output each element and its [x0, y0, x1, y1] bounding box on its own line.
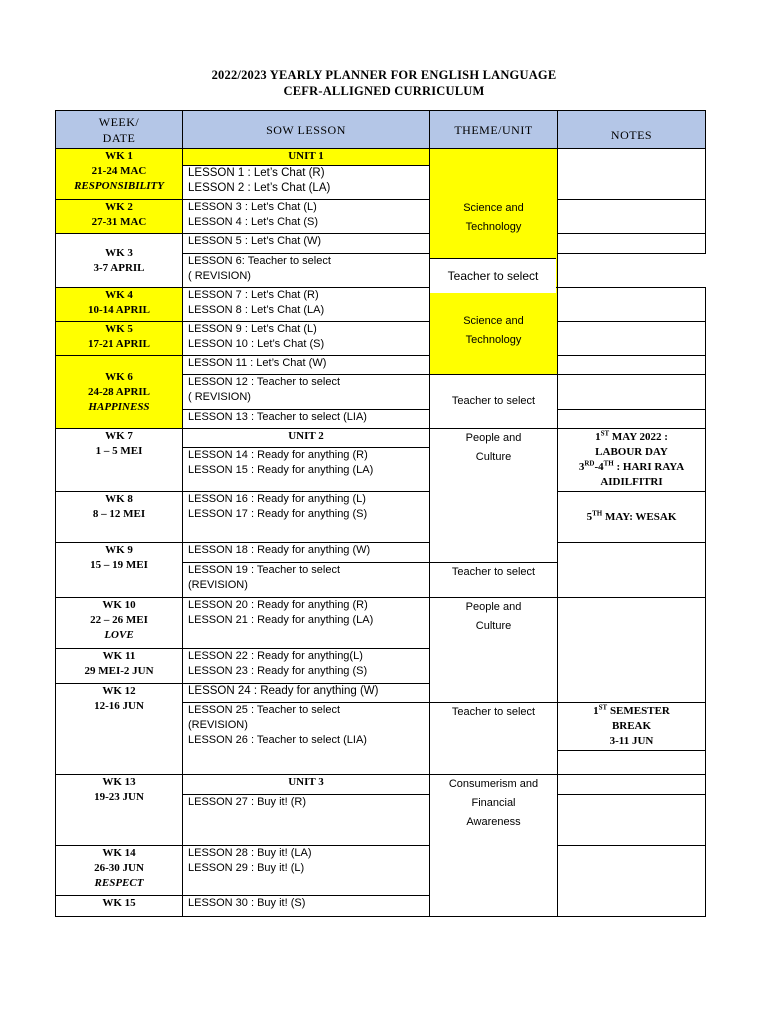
notes-cell: [558, 543, 706, 598]
lesson-cell: LESSON 16 : Ready for anything (L) LESSON 17 : Ready for anything (S): [183, 492, 430, 543]
notes-cell: [558, 795, 706, 846]
lesson-cell: LESSON 7 : Let’s Chat (R) LESSON 8 : Let’s Chat (LA): [183, 288, 430, 322]
week-cell: WK 3 3-7 APRIL: [56, 234, 183, 288]
notes-cell: [558, 775, 706, 795]
week-cell: WK 4 10-14 APRIL: [56, 288, 183, 322]
header-notes: NOTES: [558, 111, 706, 149]
week-cell: WK 1 21-24 MAC RESPONSIBILITY: [56, 149, 183, 200]
lesson-cell: LESSON 28 : Buy it! (LA) LESSON 29 : Buy it! (L): [183, 846, 430, 896]
table-row: [56, 543, 706, 563]
lesson-cell: LESSON 5 : Let’s Chat (W): [183, 234, 430, 254]
week-cell: WK 14 26-30 JUN RESPECT: [56, 846, 183, 896]
notes-cell: [558, 410, 706, 429]
week-cell: WK 11 29 MEI-2 JUN: [56, 649, 183, 684]
lesson-cell: LESSON 11 : Let’s Chat (W): [183, 356, 430, 375]
lesson-cell: LESSON 24 : Ready for anything (W): [183, 684, 430, 703]
theme-cell: Teacher to select: [430, 703, 558, 775]
notes-cell: [558, 149, 706, 200]
week-cell: WK 6 24-28 APRIL HAPPINESS: [56, 356, 183, 429]
table-row: [56, 598, 706, 649]
table-row: [56, 775, 706, 795]
header-week-date: WEEK/ DATE: [56, 111, 183, 149]
week-cell: WK 5 17-21 APRIL: [56, 322, 183, 356]
table-row: [56, 356, 706, 375]
semester-break-note: 1ST SEMESTER BREAK 3-11 JUN: [558, 704, 705, 751]
notes-cell: [558, 288, 706, 322]
lesson-cell: LESSON 18 : Ready for anything (W): [183, 543, 430, 563]
notes-cell: [558, 598, 706, 703]
notes-cell: 5TH MAY: WESAK: [558, 492, 706, 543]
lesson-cell: LESSON 22 : Ready for anything(L) LESSON 23 : Ready for anything (S): [183, 649, 430, 684]
lesson-cell: LESSON 20 : Ready for anything (R) LESSON 21 : Ready for anything (LA): [183, 598, 430, 649]
lesson-cell: LESSON 30 : Buy it! (S): [183, 896, 430, 917]
week-cell: WK 2 27-31 MAC: [56, 200, 183, 234]
page-subtitle: CEFR-ALLIGNED CURRICULUM: [283, 84, 485, 98]
theme-cell-overlay: Teacher to select: [430, 258, 556, 293]
lesson-cell: LESSON 6: Teacher to select ( REVISION): [183, 254, 430, 288]
lesson-cell: LESSON 19 : Teacher to select (REVISION): [183, 563, 430, 598]
lesson-cell: LESSON 9 : Let’s Chat (L) LESSON 10 : Let’s Chat (S): [183, 322, 430, 356]
lesson-cell: LESSON 1 : Let’s Chat (R) LESSON 2 : Let’s Chat (LA): [183, 166, 430, 200]
unit-label: UNIT 3: [183, 775, 430, 795]
unit-label: UNIT 2: [183, 429, 430, 448]
table-row: [56, 234, 706, 254]
unit-label: UNIT 1: [183, 149, 430, 166]
lesson-cell: LESSON 13 : Teacher to select (LIA): [183, 410, 430, 429]
notes-cell: [558, 375, 706, 410]
notes-cell: 1ST MAY 2022 : LABOUR DAY 3RD-4TH : HARI RAYA AIDILFITRI: [558, 429, 706, 492]
week-cell: WK 7 1 – 5 MEI: [56, 429, 183, 492]
theme-cell: People and Culture: [430, 429, 558, 563]
theme-cell: Science and Technology: [430, 149, 558, 288]
theme-cell: Science and Technology: [430, 288, 558, 375]
week-cell: WK 10 22 – 26 MEI LOVE: [56, 598, 183, 649]
theme-cell: Teacher to select: [430, 375, 558, 429]
notes-cell: [558, 234, 706, 254]
week-cell: WK 13 19-23 JUN: [56, 775, 183, 846]
table-row: [56, 322, 706, 356]
theme-cell: People and Culture: [430, 598, 558, 703]
header-theme-unit: THEME/UNIT: [430, 111, 558, 149]
table-row: [56, 200, 706, 234]
table-row: [56, 846, 706, 896]
notes-cell: [558, 200, 706, 234]
notes-cell: [558, 322, 706, 356]
notes-cell: [558, 846, 706, 917]
yearly-planner-table: [55, 110, 706, 917]
table-row: [56, 149, 706, 166]
week-cell: WK 15: [56, 896, 183, 917]
table-row: [56, 429, 706, 448]
notes-cell: [558, 356, 706, 375]
theme-cell: Consumerism and Financial Awareness: [430, 775, 558, 917]
notes-cell: [558, 703, 706, 775]
week-cell: WK 8 8 – 12 MEI: [56, 492, 183, 543]
lesson-cell: LESSON 25 : Teacher to select (REVISION) LESSON 26 : Teacher to select (LIA): [183, 703, 430, 775]
lesson-cell: LESSON 27 : Buy it! (R): [183, 795, 430, 846]
lesson-cell: LESSON 12 : Teacher to select ( REVISION): [183, 375, 430, 410]
table-row: [56, 492, 706, 543]
page-title: 2022/2023 YEARLY PLANNER FOR ENGLISH LANGUAGE: [211, 68, 557, 82]
table-header-row: [56, 111, 706, 149]
week-cell: WK 12 12-16 JUN: [56, 684, 183, 775]
table-row: [56, 288, 706, 322]
header-sow-lesson: SOW LESSON: [183, 111, 430, 149]
week-cell: WK 9 15 – 19 MEI: [56, 543, 183, 598]
lesson-cell: LESSON 3 : Let’s Chat (L) LESSON 4 : Let’s Chat (S): [183, 200, 430, 234]
theme-cell: Teacher to select: [430, 563, 558, 598]
lesson-cell: LESSON 14 : Ready for anything (R) LESSON 15 : Ready for anything (LA): [183, 448, 430, 492]
